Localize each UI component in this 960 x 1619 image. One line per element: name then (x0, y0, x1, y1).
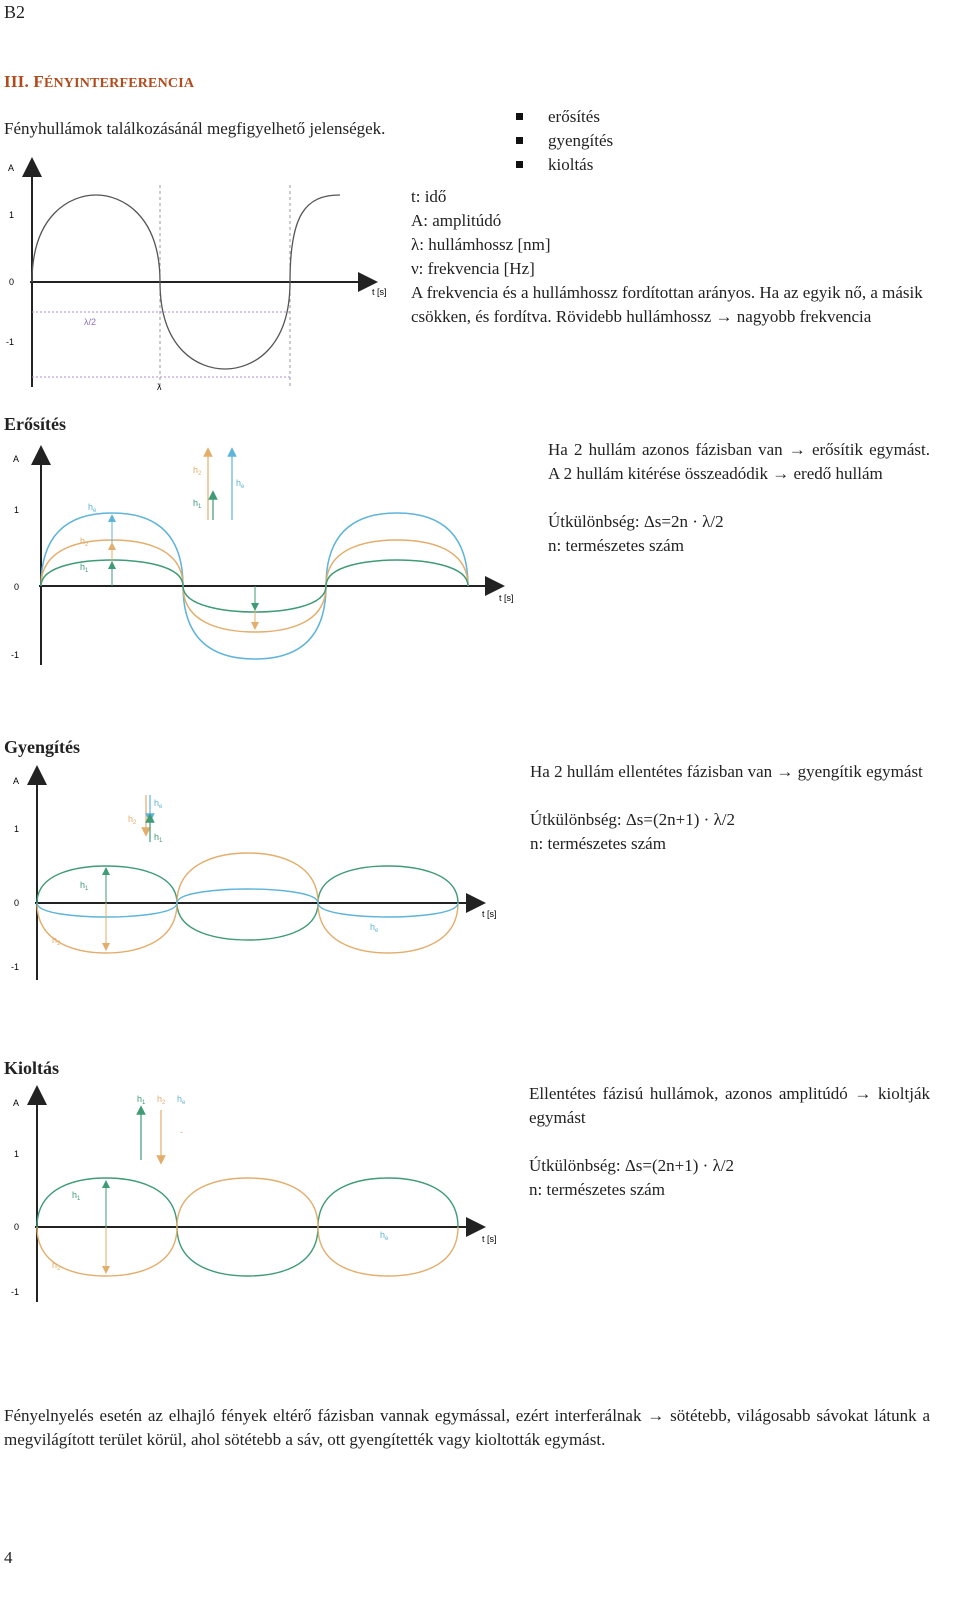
heading-cancellation: Kioltás (4, 1058, 60, 1078)
legend-label-h1: $h_1$ (154, 832, 163, 844)
y-axis-label: A (13, 776, 20, 786)
label-h2: $h_2$ (80, 536, 89, 548)
heading-reinforcement: Erősítés (4, 414, 66, 434)
label-h2: $h_2$ (52, 1260, 61, 1272)
page-header: B2 (4, 2, 26, 22)
x-axis-label: t [s] (482, 1234, 497, 1244)
figure-reinforcement (0, 440, 530, 670)
reinforcement-text (548, 438, 930, 558)
cancellation-n-note: n: természetes szám (529, 1180, 665, 1199)
tick-label: -1 (11, 962, 20, 972)
list-item: kioltás (548, 153, 613, 177)
legend-label-h2: $h_2$ (157, 1094, 166, 1106)
weakening-path-difference: Útkülönbség: Δs=(2n+1) · λ/2 (530, 810, 736, 829)
phenomena-list (548, 105, 613, 177)
tick-label: 1 (14, 1149, 20, 1159)
reinforcement-n-note: n: természetes szám (548, 536, 684, 555)
x-axis-label: t [s] (372, 287, 387, 297)
def-nu: ν: frekvencia [Hz] (411, 259, 535, 278)
list-item: gyengítés (548, 129, 613, 153)
reinforcement-path-difference: Útkülönbség: Δs=2n · λ/2 (548, 512, 724, 531)
definitions (411, 185, 931, 329)
label-h1: $h_1$ (80, 880, 89, 892)
label-h1: $h_1$ (72, 1190, 81, 1202)
list-item: erősítés (548, 105, 613, 129)
legend-label-h1: $h_1$ (193, 498, 202, 510)
legend-label-h2: $h_2$ (193, 465, 202, 477)
y-axis-label: A (8, 163, 15, 173)
legend-label-h2: $h_2$ (128, 814, 137, 826)
conclusion-paragraph: Fényelnyelés esetén az elhajló fények eltérő fázisban vannak egymással, ezért interferálnak → sötétebb, világosabb sávokat látunk a megvilágított terület körül, ahol sötétebb a sáv, ott gyengítették vagy kioltották egymást. (4, 1406, 930, 1449)
legend-label-he: $h_e$ (154, 798, 163, 810)
label-he: $h_e$ (88, 502, 97, 514)
wavelength-label: λ (157, 382, 162, 392)
half-wavelength-label: λ/2 (84, 317, 97, 327)
tick-label: 1 (14, 824, 20, 834)
label-h2: $h_2$ (52, 935, 61, 947)
page-number: 4 (4, 1548, 13, 1567)
y-axis-label: A (13, 1098, 20, 1108)
heading-weakening: Gyengítés (4, 737, 80, 757)
tick-label: 0 (9, 277, 15, 287)
cancellation-description: Ellentétes fázisú hullámok, azonos amplitúdó → kioltják egymást (529, 1084, 930, 1127)
tick-label: 0 (14, 582, 20, 592)
weakening-text (530, 760, 930, 856)
legend-label-h1: $h_1$ (137, 1094, 146, 1106)
cancellation-path-difference: Útkülönbség: Δs=(2n+1) · λ/2 (529, 1156, 735, 1175)
tick-label: -1 (11, 650, 20, 660)
def-lambda: λ: hullámhossz [nm] (411, 235, 551, 254)
weakening-n-note: n: természetes szám (530, 834, 666, 853)
figure-cancellation (0, 1090, 510, 1305)
tick-label: 0 (14, 1222, 20, 1232)
figure-basic-wave (0, 155, 400, 395)
def-t: t: idő (411, 187, 447, 206)
figure-weakening (0, 770, 510, 985)
section-title: III. FÉNYINTERFERENCIA (4, 72, 195, 91)
label-he: $h_e$ (380, 1230, 389, 1242)
reinforcement-description: Ha 2 hullám azonos fázisban van → erősítik egymást. A 2 hullám kitérése összeadódik → eredő hullám (548, 440, 930, 483)
x-axis-label: t [s] (499, 593, 514, 603)
label-h1: $h_1$ (80, 562, 89, 574)
y-axis-label: A (13, 454, 20, 464)
tick-label: -1 (6, 337, 15, 347)
legend-dash: - (180, 1127, 183, 1137)
tick-label: 0 (14, 898, 20, 908)
x-axis-label: t [s] (482, 909, 497, 919)
def-a: A: amplitúdó (411, 211, 502, 230)
label-he: $h_e$ (370, 922, 379, 934)
tick-label: 1 (14, 505, 20, 515)
cancellation-text (529, 1082, 930, 1202)
legend-label-he: $h_e$ (177, 1094, 186, 1106)
tick-label: -1 (11, 1287, 20, 1297)
tick-label: 1 (9, 210, 15, 220)
def-relation: A frekvencia és a hullámhossz fordítottan arányos. Ha az egyik nő, a másik csökken, és fordítva. Rövidebb hullámhossz → nagyobb frekvencia (411, 283, 923, 326)
legend-label-he: $h_e$ (236, 478, 245, 490)
weakening-description: Ha 2 hullám ellentétes fázisban van → gyengítik egymást (530, 762, 923, 781)
intro-text: Fényhullámok találkozásánál megfigyelhető jelenségek. (4, 119, 386, 138)
